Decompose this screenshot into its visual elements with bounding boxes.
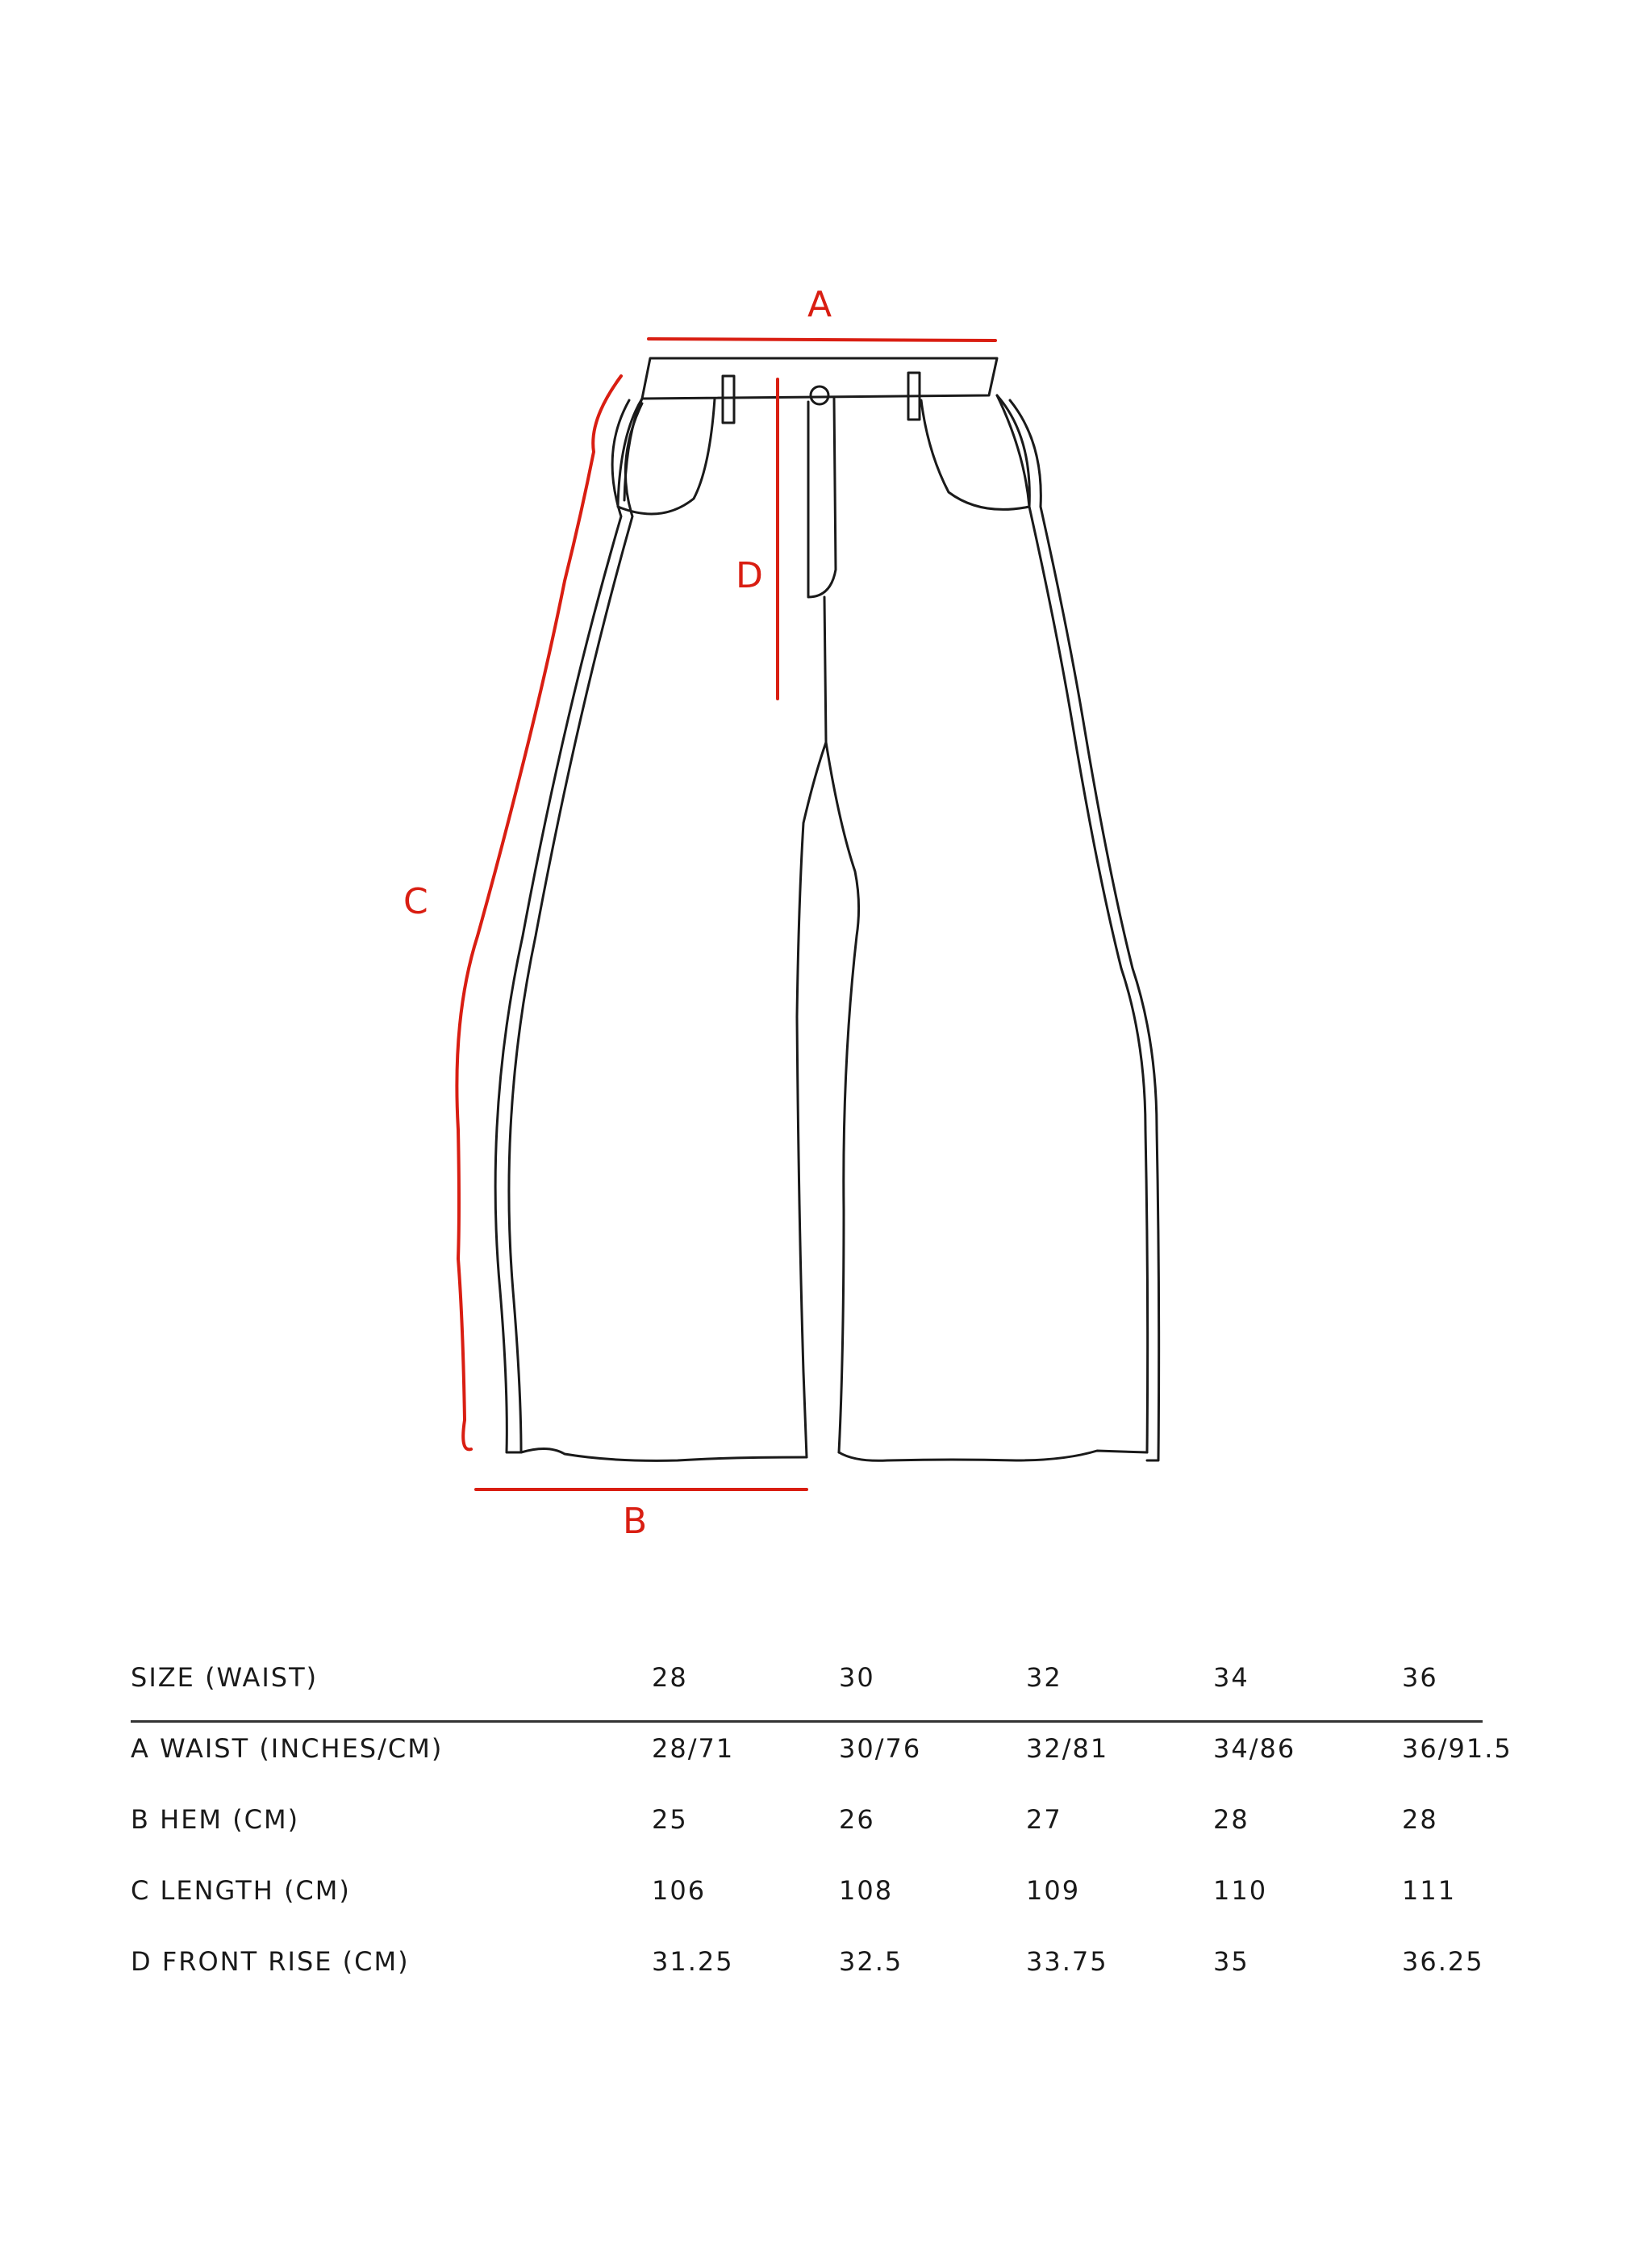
row-label: A WAIST (INCHES/CM) (131, 1733, 444, 1764)
table-row-length (129, 1875, 1581, 1946)
table-cell: 27 (1026, 1804, 1062, 1835)
right-inseam (826, 742, 859, 1452)
left-inseam (797, 597, 826, 1457)
table-cell: 36/91.5 (1402, 1733, 1512, 1764)
left-hem (521, 1448, 807, 1460)
label-c: C (403, 881, 428, 922)
table-cell: 108 (839, 1875, 894, 1906)
table-cell: 35 (1213, 1946, 1249, 1977)
label-a: A (807, 284, 832, 325)
header-cell: 28 (652, 1662, 688, 1693)
table-cell: 106 (652, 1875, 707, 1906)
fly (808, 399, 836, 597)
row-label: B HEM (CM) (131, 1804, 300, 1835)
right-hem (839, 1451, 1147, 1460)
row-label: D FRONT RISE (CM) (131, 1946, 410, 1977)
row-label: C LENGTH (CM) (131, 1875, 351, 1906)
table-cell: 28 (1213, 1804, 1249, 1835)
waistband (642, 358, 997, 399)
table-cell: 34/86 (1213, 1733, 1296, 1764)
table-cell: 28/71 (652, 1733, 735, 1764)
table-cell: 28 (1402, 1804, 1438, 1835)
label-b: B (623, 1501, 648, 1542)
table-cell: 110 (1213, 1875, 1268, 1906)
size-table (129, 1662, 1581, 2017)
table-cell: 32.5 (839, 1946, 903, 1977)
table-cell: 111 (1402, 1875, 1457, 1906)
header-cell: SIZE (WAIST) (131, 1662, 319, 1693)
table-row-front-rise (129, 1946, 1581, 2017)
header-cell: 36 (1402, 1662, 1438, 1693)
table-cell: 36.25 (1402, 1946, 1484, 1977)
belt-loop-left (723, 376, 734, 423)
pocket-left (618, 399, 715, 514)
header-cell: 30 (839, 1662, 875, 1693)
header-cell: 32 (1026, 1662, 1062, 1693)
table-cell: 30/76 (839, 1733, 922, 1764)
table-row-waist (129, 1733, 1581, 1804)
table-header-row (129, 1662, 1581, 1733)
pocket-right (921, 395, 1029, 509)
header-divider (131, 1720, 1483, 1723)
left-outseam (495, 400, 629, 1452)
table-row-hem (129, 1804, 1581, 1875)
measure-line-a (649, 339, 995, 340)
table-cell: 26 (839, 1804, 875, 1835)
table-cell: 32/81 (1026, 1733, 1109, 1764)
table-cell: 25 (652, 1804, 688, 1835)
label-d: D (736, 555, 763, 596)
header-cell: 34 (1213, 1662, 1249, 1693)
table-cell: 33.75 (1026, 1946, 1108, 1977)
table-cell: 31.25 (652, 1946, 734, 1977)
table-cell: 109 (1026, 1875, 1081, 1906)
button (811, 386, 828, 404)
right-outseam (997, 395, 1148, 1452)
